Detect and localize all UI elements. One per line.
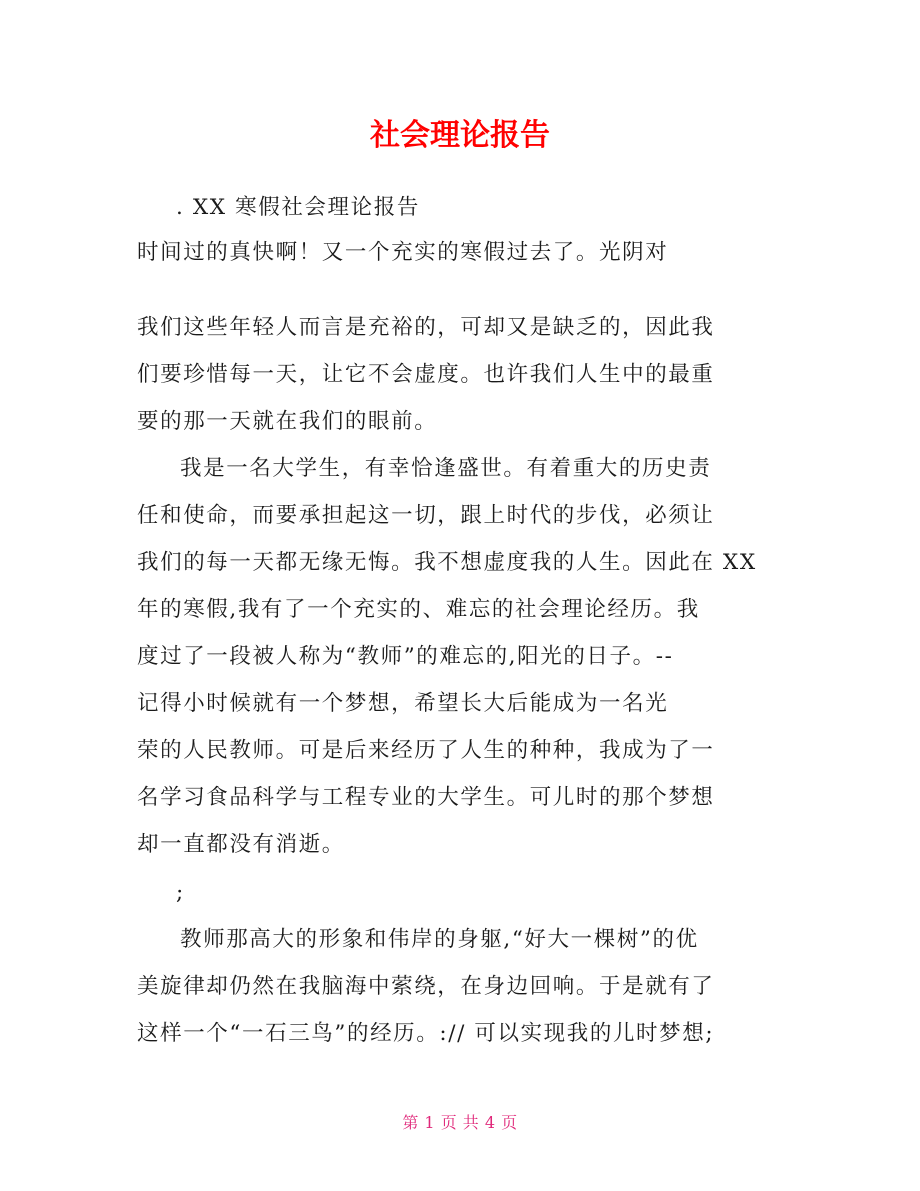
body-line: . XX 寒假社会理论报告 — [176, 195, 420, 220]
body-line: 荣的人民教师。可是后来经历了人生的种种，我成为了一 — [137, 738, 715, 763]
body-line: 们要珍惜每一天，让它不会虚度。也许我们人生中的最重 — [137, 362, 715, 387]
body-line: 我们这些年轻人而言是充裕的，可却又是缺乏的，因此我 — [137, 315, 715, 340]
body-line: 名学习食品科学与工程专业的大学生。可儿时的那个梦想 — [137, 785, 715, 810]
body-line: 我是一名大学生，有幸恰逢盛世。有着重大的历史责 — [180, 456, 712, 481]
body-line: 任和使命，而要承担起这一切，跟上时代的步伐，必须让 — [137, 503, 715, 528]
body-line: 却一直都没有消逝。 — [137, 832, 345, 857]
body-line: ; — [176, 880, 185, 905]
body-line: 我们的每一天都无缘无悔。我不想虚度我的人生。因此在 XX — [137, 550, 757, 575]
body-line: 时间过的真快啊！又一个充实的寒假过去了。光阴对 — [137, 240, 669, 265]
body-line: 教师那高大的形象和伟岸的身躯,“好大一棵树”的优 — [180, 927, 699, 952]
body-line: 度过了一段被人称为“教师”的难忘的,阳光的日子。-- — [137, 644, 674, 669]
body-line: 这样一个“一石三鸟”的经历。:// 可以实现我的儿时梦想; — [137, 1021, 715, 1046]
body-line: 记得小时候就有一个梦想，希望长大后能成为一名光 — [137, 691, 669, 716]
body-line: 美旋律却仍然在我脑海中萦绕，在身边回响。于是就有了 — [137, 974, 715, 999]
document-title: 社会理论报告 — [370, 118, 550, 153]
body-line: 要的那一天就在我们的眼前。 — [137, 409, 438, 434]
page-number-footer: 第 1 页 共 4 页 — [402, 1113, 518, 1132]
body-line: 年的寒假,我有了一个充实的、难忘的社会理论经历。我 — [137, 597, 700, 622]
